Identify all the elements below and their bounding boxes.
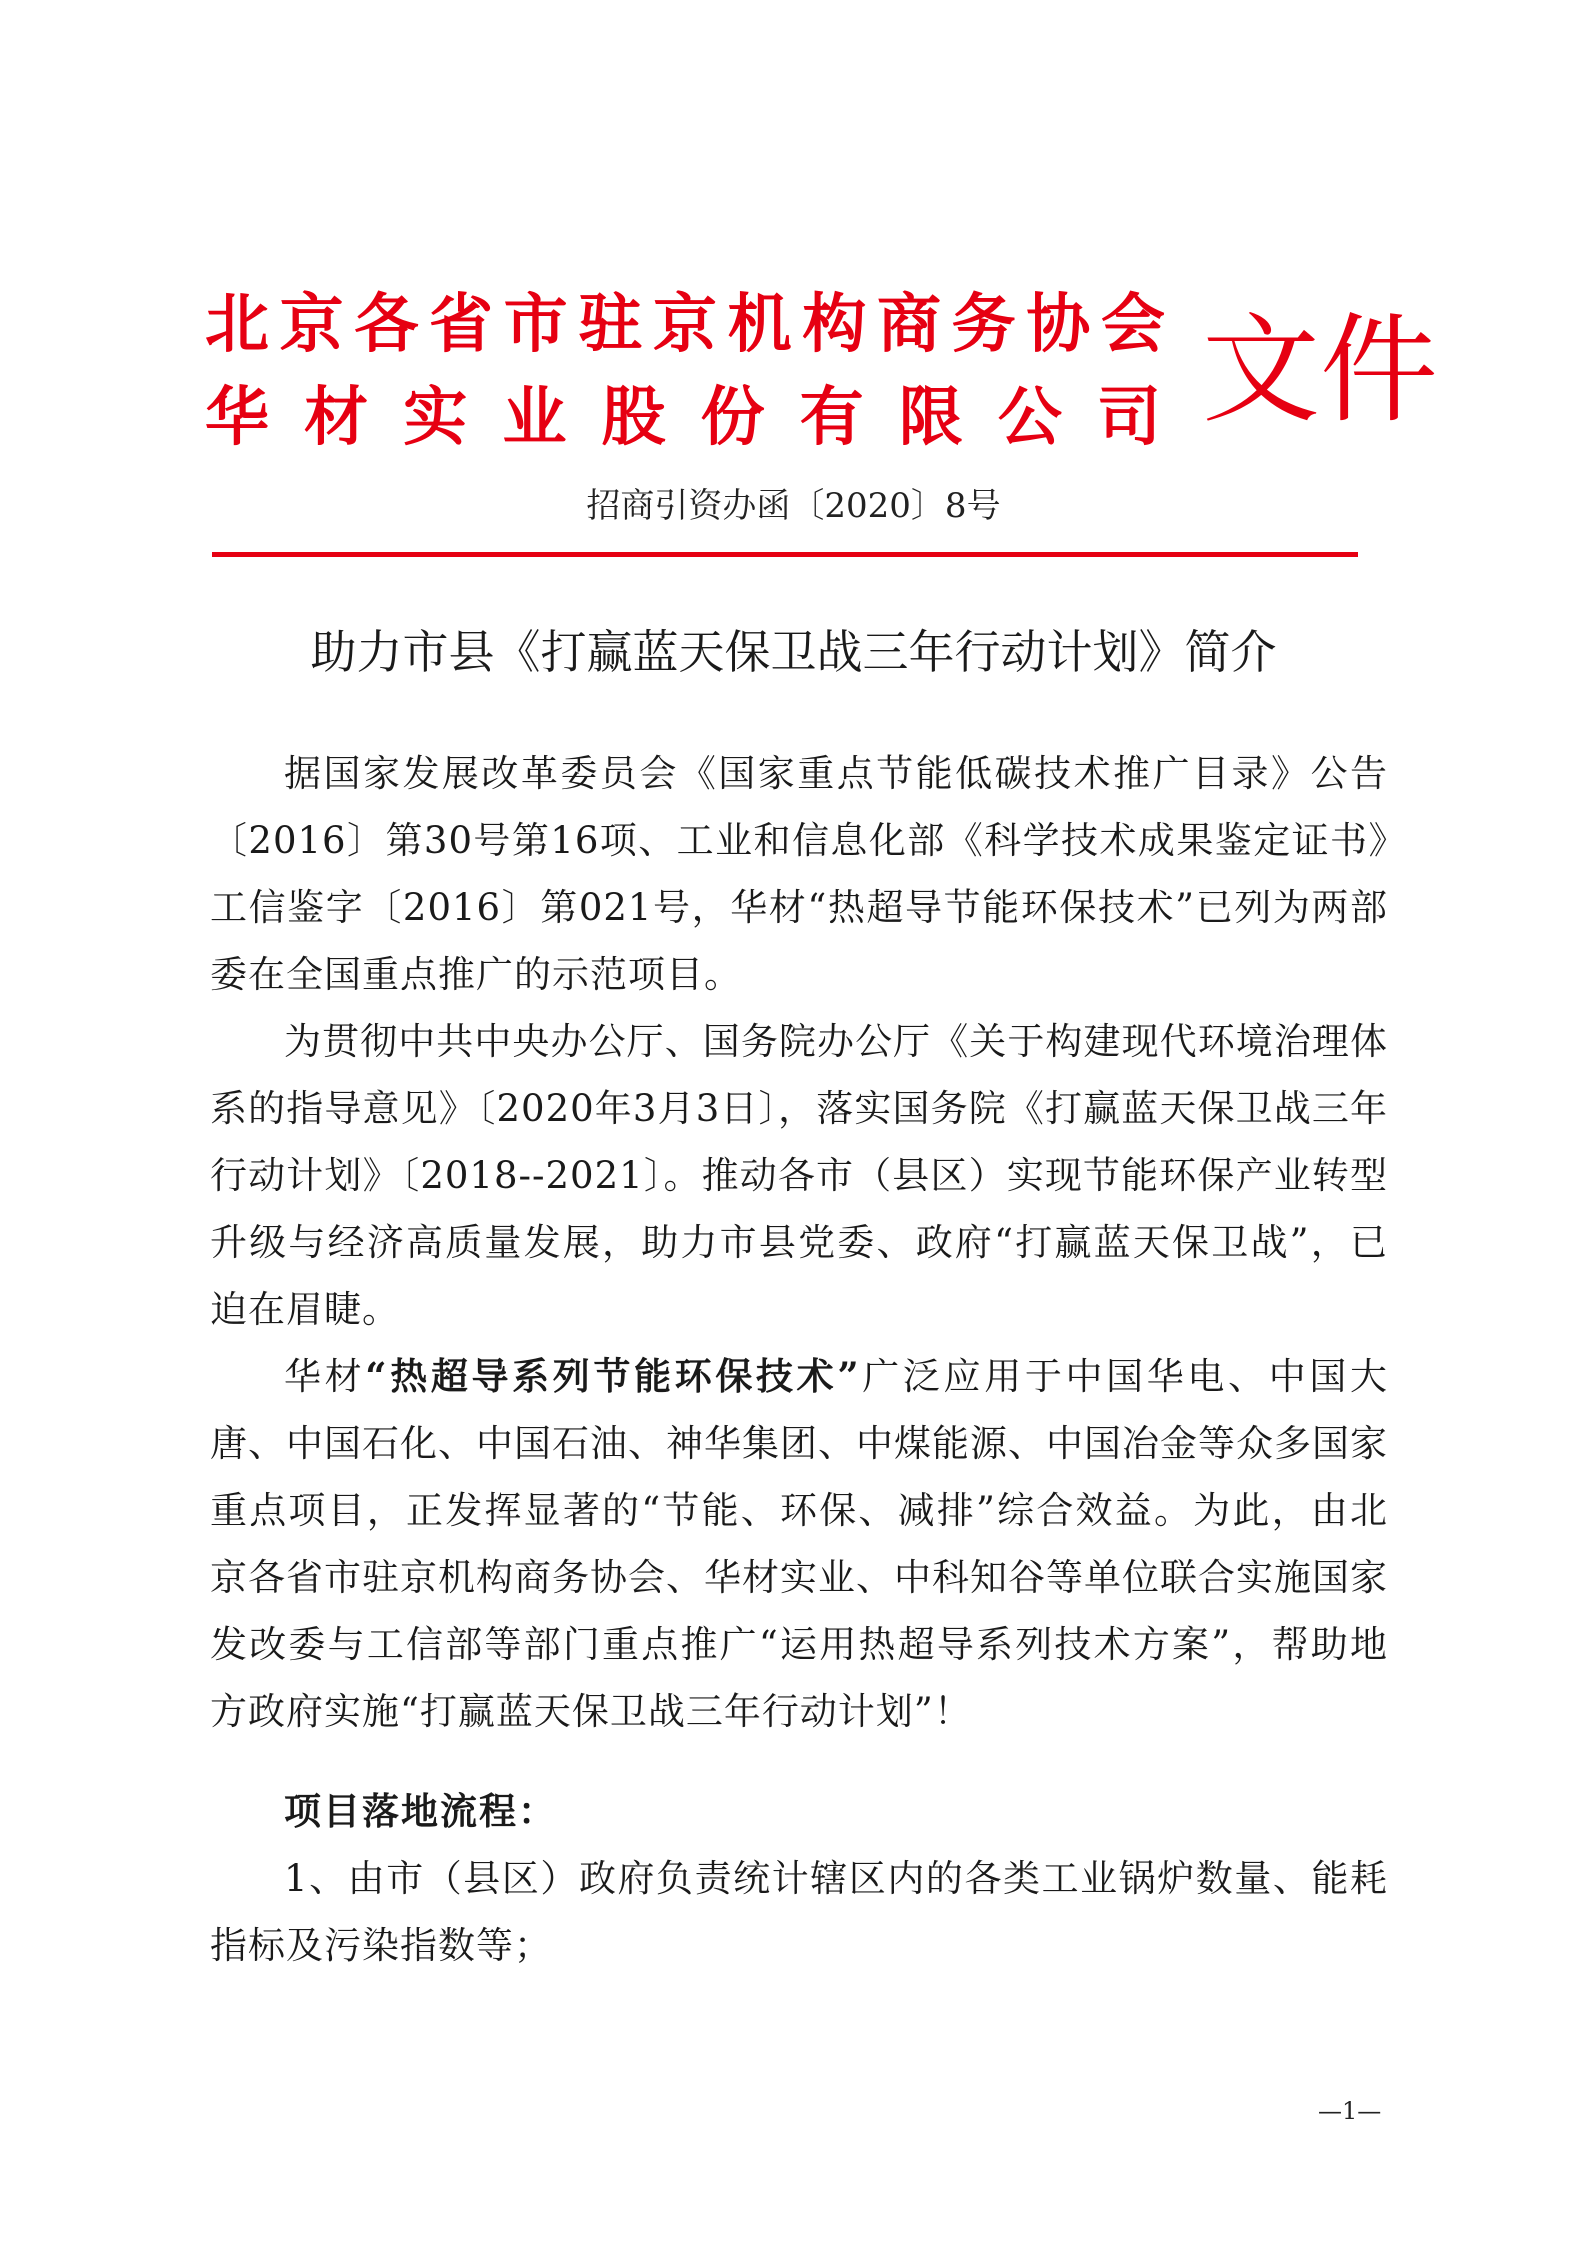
issuer-line-1: 北京各省市驻京机构商务协会 (205, 288, 1165, 362)
body-paragraph-1: 据国家发展改革委员会《国家重点节能低碳技术推广目录》公告〔2016〕第30号第16项、工业和信息化部《科学技术成果鉴定证书》工信鉴字〔2016〕第021号，华材“热超导节能环保技术”已列为两部委在全国重点推广的示范项目。 (210, 752, 1388, 996)
body-paragraph-3 (210, 1343, 1388, 1745)
process-step-1: 1、由市（县区）政府负责统计辖区内的各类工业锅炉数量、能耗指标及污染指数等； (210, 1857, 1388, 1967)
highlighted-technology-name: “热超导系列节能环保技术” (365, 1354, 860, 1398)
paragraph-3-prefix: 华材 (284, 1355, 366, 1398)
page-number: —1— (1318, 2097, 1382, 2125)
document-title: 助力市县《打赢蓝天保卫战三年行动计划》简介 (310, 625, 1277, 679)
document-number: 招商引资办函〔2020〕8号 (586, 486, 1001, 526)
section-heading-process: 项目落地流程： (284, 1789, 557, 1833)
paragraph-3-rest: 广泛应用于中国华电、中国大唐、中国石化、中国石油、神华集团、中煤能源、中国冶金等众多国家重点项目，正发挥显著的“节能、环保、减排”综合效益。为此，由北京各省市驻京机构商务协会、华材实业、中科知谷等单位联合实施国家发改委与工信部等部门重点推广“运用热超导系列技术方案”，帮助地方政府实施“打赢蓝天保卫战三年行动计划”！ (210, 1355, 1388, 1733)
body-paragraph-2: 为贯彻中共中央办公厅、国务院办公厅《关于构建现代环境治理体系的指导意见》〔2020年3月3日〕，落实国务院《打赢蓝天保卫战三年行动计划》〔2018--2021〕。推动各市（县区）实现节能环保产业转型升级与经济高质量发展，助力市县党委、政府“打赢蓝天保卫战”，已迫在眉睫。 (210, 1020, 1388, 1331)
issuer-line-2: 华材实业股份有限公司 (205, 381, 1165, 455)
red-divider-line (212, 552, 1358, 557)
document-type-label: 文件 (1202, 301, 1439, 439)
